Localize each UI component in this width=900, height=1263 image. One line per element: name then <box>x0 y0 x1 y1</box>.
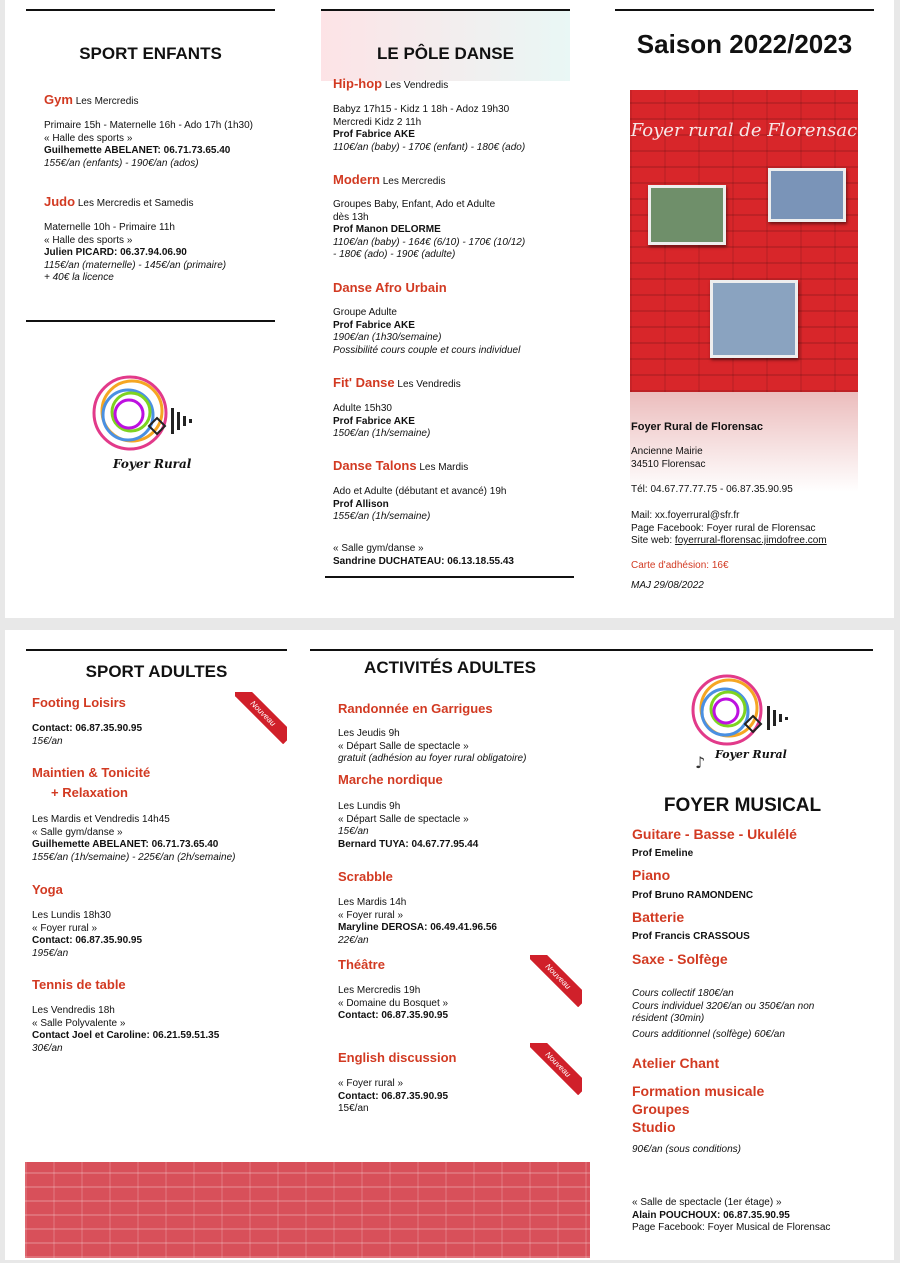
logo-text: Foyer Rural <box>113 457 192 471</box>
tennis-heading: Tennis de table <box>32 977 126 992</box>
relaxation-heading: + Relaxation <box>51 785 128 800</box>
telephone: Tél: 04.67.77.77.75 - 06.87.35.90.95 <box>631 484 793 495</box>
divider <box>325 576 574 578</box>
bottom-panel <box>5 630 894 1260</box>
nouveau-ribbon: Nouveau <box>235 692 287 744</box>
footing-heading: Footing Loisirs <box>32 695 126 710</box>
poster-reflection <box>630 392 858 492</box>
chant-heading: Atelier Chant <box>632 1055 720 1071</box>
formation-list: Formation musicale Groupes Studio <box>632 1083 765 1135</box>
divider <box>26 649 287 651</box>
scrabble-heading: Scrabble <box>338 869 393 884</box>
talons-heading: Danse Talons Les Mardis <box>333 458 469 473</box>
sport-adultes-title: SPORT ADULTES <box>85 662 228 681</box>
theatre-details: Les Mercredis 19h « Domaine du Bosquet » Contact: 06.87.35.90.95 <box>338 985 449 1021</box>
photo-thumbnail <box>710 280 798 358</box>
poster-image <box>630 90 858 392</box>
modern-heading: Modern Les Mercredis <box>333 172 446 187</box>
gym-details: Primaire 15h - Maternelle 16h - Ado 17h (1h30) « Halle des sports » Guilhemette ABELANET: 06.71.73.65.40 155€/an (enfants) - 190€/an (ados) <box>44 120 254 169</box>
nouveau-ribbon: Nouveau <box>530 955 582 1007</box>
foyer-rural-logo-icon <box>85 368 225 478</box>
marche-details: Les Lundis 9h « Départ Salle de spectacle » 15€/an Bernard TUYA: 04.67.77.95.44 <box>338 801 479 850</box>
hiphop-heading: Hip-hop Les Vendredis <box>333 76 449 91</box>
contact-info: Mail: xx.foyerrural@sfr.fr Page Facebook: Foyer rural de Florensac Site web: foyerrural-florensac.jimdofree.com <box>631 510 827 546</box>
english-heading: English discussion <box>338 1050 457 1065</box>
tennis-details: Les Vendredis 18h « Salle Polyvalente » Contact Joel et Caroline: 06.21.59.51.35 30€/an <box>32 1005 220 1054</box>
judo-heading: Judo Les Mercredis et Samedis <box>44 194 194 209</box>
maj-date: MAJ 29/08/2022 <box>631 580 704 591</box>
batterie-prof: Prof Francis CRASSOUS <box>632 931 750 942</box>
divider <box>26 9 275 11</box>
piano-heading: Piano <box>632 867 671 883</box>
rando-heading: Randonnée en Garrigues <box>338 701 493 716</box>
photo-thumbnail <box>768 168 846 222</box>
marche-heading: Marche nordique <box>338 772 443 787</box>
saxe-heading: Saxe - Solfège <box>632 951 728 967</box>
address: Ancienne Mairie 34510 Florensac <box>631 446 706 470</box>
modern-details: Groupes Baby, Enfant, Ado et Adulte dès 13h Prof Manon DELORME 110€/an (baby) - 164€ (6/10) - 170€ (10/12) - 180€ (ado) - 190€ (adulte) <box>333 199 526 260</box>
yoga-details: Les Lundis 18h30 « Foyer rural » Contact: 06.87.35.90.95 195€/an <box>32 910 143 959</box>
guitare-heading: Guitare - Basse - Ukulélé <box>632 826 797 842</box>
english-details: « Foyer rural » Contact: 06.87.35.90.95 15€/an <box>338 1078 449 1114</box>
batterie-heading: Batterie <box>632 909 685 925</box>
maintien-details: Les Mardis et Vendredis 14h45 « Salle gym/danse » Guilhemette ABELANET: 06.71.73.65.40 155€/an (1h/semaine) - 225€/an (2h/semaine) <box>32 814 236 863</box>
divider <box>615 9 874 11</box>
logo-text: Foyer Rural <box>715 748 787 761</box>
yoga-heading: Yoga <box>32 882 63 897</box>
saison-title: Saison 2022/2023 <box>636 29 853 59</box>
top-panel <box>5 0 894 618</box>
photo-thumbnail <box>648 185 726 245</box>
afro-heading: Danse Afro Urbain <box>333 280 447 295</box>
fit-details: Adulte 15h30 Prof Fabrice AKE 150€/an (1h/semaine) <box>333 403 431 439</box>
judo-details: Maternelle 10h - Primaire 11h « Halle des sports » Julien PICARD: 06.37.94.06.90 115€/an (maternelle) - 145€/an (primaire) + 40€ la licence <box>44 222 227 283</box>
activites-title: ACTIVITÉS ADULTES <box>364 658 536 677</box>
cours-list: Cours collectif 180€/an Cours individuel 320€/an ou 350€/an non résident (30min) Cours additionnel (solfège) 60€/an <box>632 988 815 1040</box>
footing-details: Contact: 06.87.35.90.95 15€/an <box>32 723 143 747</box>
nouveau-ribbon: Nouveau <box>530 1043 582 1095</box>
org-name: Foyer Rural de Florensac <box>631 421 764 433</box>
afro-details: Groupe Adulte Prof Fabrice AKE 190€/an (1h30/semaine) Possibilité cours couple et cours individuel <box>333 307 521 356</box>
maintien-heading: Maintien & Tonicité <box>32 765 151 780</box>
scrabble-details: Les Mardis 14h « Foyer rural » Maryline DEROSA: 06.49.41.96.56 22€/an <box>338 897 497 946</box>
website-link[interactable]: foyerrural-florensac.jimdofree.com <box>674 535 827 546</box>
divider <box>310 649 873 651</box>
foyer-rural-logo-icon <box>685 668 815 778</box>
hiphop-details: Babyz 17h15 - Kidz 1 18h - Adoz 19h30 Mercredi Kidz 2 11h Prof Fabrice AKE 110€/an (baby) - 170€ (enfant) - 180€ (ado) <box>333 104 526 153</box>
poster-title: Foyer rural de Florensac <box>630 120 858 141</box>
music-note-icon: ♪ <box>695 753 706 772</box>
musical-contact: « Salle de spectacle (1er étage) » Alain POUCHOUX: 06.87.35.90.95 Page Facebook: Foyer Musical de Florensac <box>632 1197 831 1233</box>
theatre-heading: Théâtre <box>338 957 385 972</box>
divider <box>26 320 275 322</box>
musical-price: 90€/an (sous conditions) <box>632 1144 741 1155</box>
danse-contact: « Salle gym/danse » Sandrine DUCHATEAU: 06.13.18.55.43 <box>333 543 514 567</box>
brick-wall-image <box>25 1162 590 1258</box>
gym-heading: Gym Les Mercredis <box>44 92 139 107</box>
pole-danse-title: LE PÔLE DANSE <box>377 44 514 63</box>
guitare-prof: Prof Emeline <box>632 848 694 859</box>
piano-prof: Prof Bruno RAMONDENC <box>632 890 754 901</box>
sport-enfants-title: SPORT ENFANTS <box>79 44 222 63</box>
foyer-musical-title: FOYER MUSICAL <box>663 795 822 816</box>
talons-details: Ado et Adulte (débutant et avancé) 19h Prof Allison 155€/an (1h/semaine) <box>333 486 507 522</box>
rando-details: Les Jeudis 9h « Départ Salle de spectacle » gratuit (adhésion au foyer rural obligatoire) <box>338 728 527 764</box>
fit-heading: Fit' Danse Les Vendredis <box>333 375 461 390</box>
carte-adhesion: Carte d'adhésion: 16€ <box>631 560 729 571</box>
